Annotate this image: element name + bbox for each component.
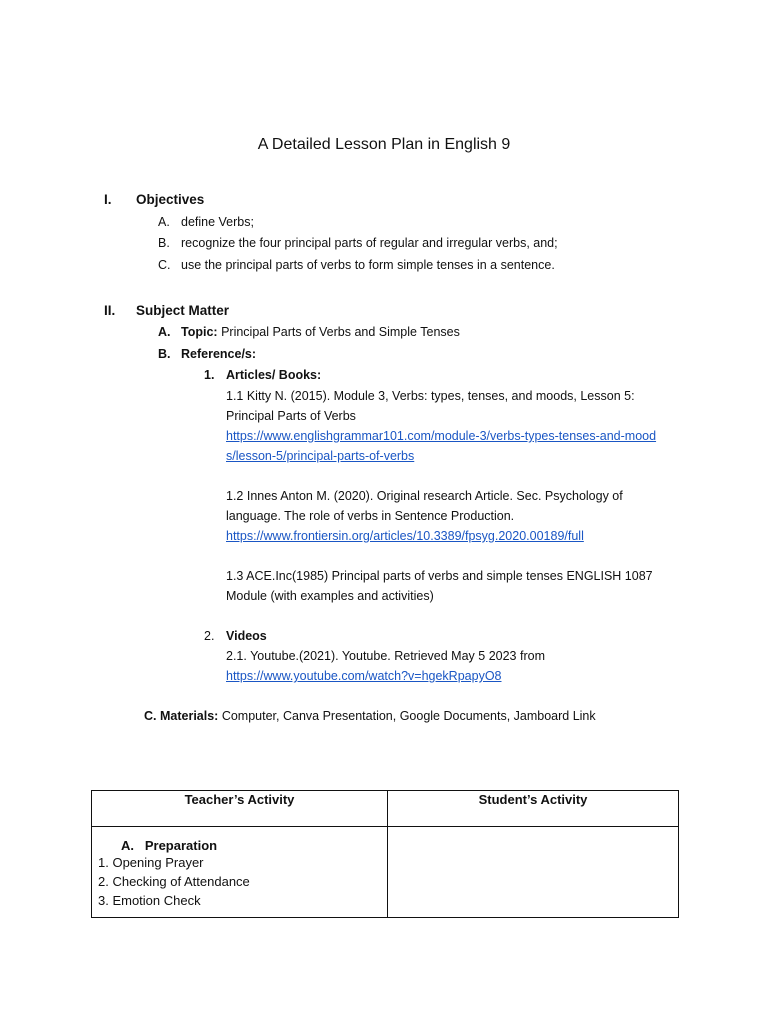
video-link[interactable]: https://www.youtube.com/watch?v=hgekRpapyO8 — [226, 669, 502, 683]
page-title: A Detailed Lesson Plan in English 9 — [257, 136, 511, 153]
reference-3-line-1: 1.3 ACE.Inc(1985) Principal parts of verbs and simple tenses ENGLISH 1087 — [226, 569, 653, 583]
student-activity-cell — [388, 827, 679, 918]
reference-label: Reference/s: — [181, 347, 257, 361]
table-header-row — [92, 791, 679, 827]
reference-letter: B. — [158, 347, 171, 361]
reference-2-line-2: language. The role of verbs in Sentence Production. — [226, 509, 515, 523]
teacher-activity-cell — [92, 827, 388, 918]
subject-matter-numeral: II. — [104, 303, 116, 318]
reference-1-link-line-1[interactable]: https://www.englishgrammar101.com/module-3/verbs-types-tenses-and-mood — [226, 429, 657, 443]
preparation-title: Preparation — [144, 838, 218, 853]
videos-heading: Videos — [226, 629, 267, 643]
objective-b: recognize the four principal parts of regular and irregular verbs, and; — [181, 236, 558, 250]
list-item: 2. Checking of Attendance — [98, 874, 250, 889]
reference-1-line-2: Principal Parts of Verbs — [226, 409, 356, 423]
preparation-heading — [93, 828, 386, 853]
topic-value: Principal Parts of Verbs and Simple Tenses — [221, 325, 460, 339]
objectives-heading: Objectives — [136, 192, 205, 207]
reference-2-link[interactable]: https://www.frontiersin.org/articles/10.3389/fpsyg.2020.00189/full — [226, 529, 584, 543]
objective-c: use the principal parts of verbs to form simple tenses in a sentence. — [181, 258, 555, 272]
materials-value: Computer, Canva Presentation, Google Documents, Jamboard Link — [221, 709, 596, 723]
topic-label: Topic: — [181, 325, 218, 339]
objective-letter-a: A. — [158, 215, 170, 229]
objectives-numeral: I. — [104, 192, 112, 207]
teacher-activity-header: Teacher’s Activity — [92, 791, 388, 827]
subject-matter-heading: Subject Matter — [136, 303, 230, 318]
list-item: 3. Emotion Check — [98, 893, 201, 908]
materials-label: C. Materials: — [144, 709, 219, 723]
reference-3-line-2: Module (with examples and activities) — [226, 589, 434, 603]
objective-letter-c: C. — [158, 258, 171, 272]
reference-1-line-1: 1.1 Kitty N. (2015). Module 3, Verbs: types, tenses, and moods, Lesson 5: — [226, 389, 635, 403]
reference-1-link-line-2[interactable]: s/lesson-5/principal-parts-of-verbs — [226, 449, 415, 463]
articles-heading: Articles/ Books: — [226, 368, 322, 382]
materials-line — [144, 709, 596, 723]
articles-number: 1. — [204, 368, 215, 382]
activity-table — [91, 790, 679, 918]
student-activity-header: Student’s Activity — [388, 791, 679, 827]
list-item: 1. Opening Prayer — [98, 855, 204, 870]
objective-a: define Verbs; — [181, 215, 254, 229]
videos-number: 2. — [204, 629, 215, 643]
topic-letter: A. — [158, 325, 171, 339]
preparation-letter: A. — [121, 838, 134, 853]
table-row — [92, 827, 679, 918]
video-reference: 2.1. Youtube.(2021). Youtube. Retrieved May 5 2023 from — [226, 649, 545, 663]
reference-2-line-1: 1.2 Innes Anton M. (2020). Original research Article. Sec. Psychology of — [226, 489, 623, 503]
objective-letter-b: B. — [158, 236, 170, 250]
topic-line — [181, 325, 460, 339]
